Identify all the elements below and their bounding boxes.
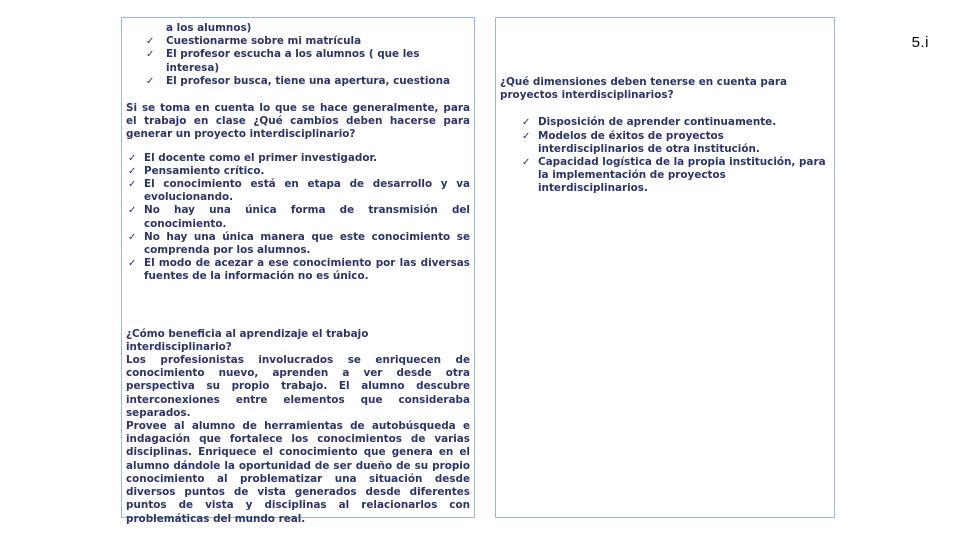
check-icon: ✓	[128, 152, 137, 164]
dimensions-checklist	[500, 116, 831, 195]
left-panel-content	[126, 22, 470, 526]
checklist-item: ✓ Cuestionarme sobre mi matrícula	[146, 35, 362, 48]
checklist-item: ✓ Pensamiento crítico.	[128, 164, 265, 177]
check-icon: ✓	[522, 130, 531, 142]
check-icon: ✓	[128, 179, 137, 191]
question-changes-heading: Si se toma en cuenta lo que se hace generalmente, para el trabajo en clase ¿Qué cambios deben hacerse para generar un proyecto interdisciplinario?	[126, 102, 470, 141]
right-panel-content	[500, 76, 831, 196]
checklist-item: ✓ El modo de acezar a ese conocimiento por las diversas fuentes de la información no es único.	[128, 257, 470, 283]
check-icon: ✓	[128, 231, 137, 243]
checklist-item: ✓ Modelos de éxitos de proyectos interdisciplinarios de otra institución.	[522, 129, 760, 155]
checklist-item: ✓ El profesor busca, tiene una apertura, cuestiona	[146, 74, 450, 87]
checklist-item: ✓ El conocimiento está en etapa de desarrollo y va evolucionando.	[128, 178, 470, 204]
top-checklist	[126, 35, 470, 88]
checklist-item: ✓ Capacidad logística de la propia institución, para la implementación de proyectos interdisciplinarios.	[522, 156, 826, 195]
checklist-item: ✓ El docente como el primer investigador.	[128, 151, 378, 164]
list-continuation-text: a los alumnos)	[166, 22, 252, 34]
changes-checklist	[126, 152, 470, 284]
checklist-item: ✓ Disposición de aprender continuamente.	[522, 116, 777, 129]
check-icon: ✓	[128, 165, 137, 177]
check-icon: ✓	[128, 205, 137, 217]
checklist-item: ✓ El profesor escucha a los alumnos ( que les interesa)	[146, 48, 420, 74]
check-icon: ✓	[522, 157, 531, 169]
checklist-item: ✓ No hay una única forma de transmisión del conocimiento.	[128, 204, 470, 230]
benefits-paragraph: Los profesionistas involucrados se enriquecen de conocimiento nuevo, aprenden a ver desde otra perspectiva su propio trabajo. El alumno descubre interconexiones entre elementos que consideraba separados.	[126, 354, 470, 419]
check-icon: ✓	[146, 75, 155, 87]
check-icon: ✓	[146, 36, 155, 48]
benefits-paragraph: Provee al alumno de herramientas de autobúsqueda e indagación que fortalece los conocimientos de varias disciplinas. Enriquece el conocimiento que genera en el alumno dándole la oportunidad de ser dueño de su propio conocimiento al problematizar una situación desde diversos puntos de vista generados desde diferentes puntos de vista y disciplinas al relacionarlos con problemáticas del mundo real.	[126, 420, 470, 525]
question-benefits-heading: ¿Cómo beneficia al aprendizaje el trabajo interdisciplinario?	[126, 327, 369, 353]
left-document-panel	[121, 17, 475, 525]
check-icon: ✓	[522, 117, 531, 129]
page-number: 5.i	[911, 34, 929, 51]
check-icon: ✓	[146, 49, 155, 61]
check-icon: ✓	[128, 258, 137, 270]
checklist-item: ✓ No hay una única manera que este conocimiento se comprenda por los alumnos.	[128, 230, 470, 257]
question-dimensions-heading: ¿Qué dimensiones deben tenerse en cuenta para proyectos interdisciplinarios?	[500, 76, 787, 102]
right-document-panel	[495, 17, 835, 518]
